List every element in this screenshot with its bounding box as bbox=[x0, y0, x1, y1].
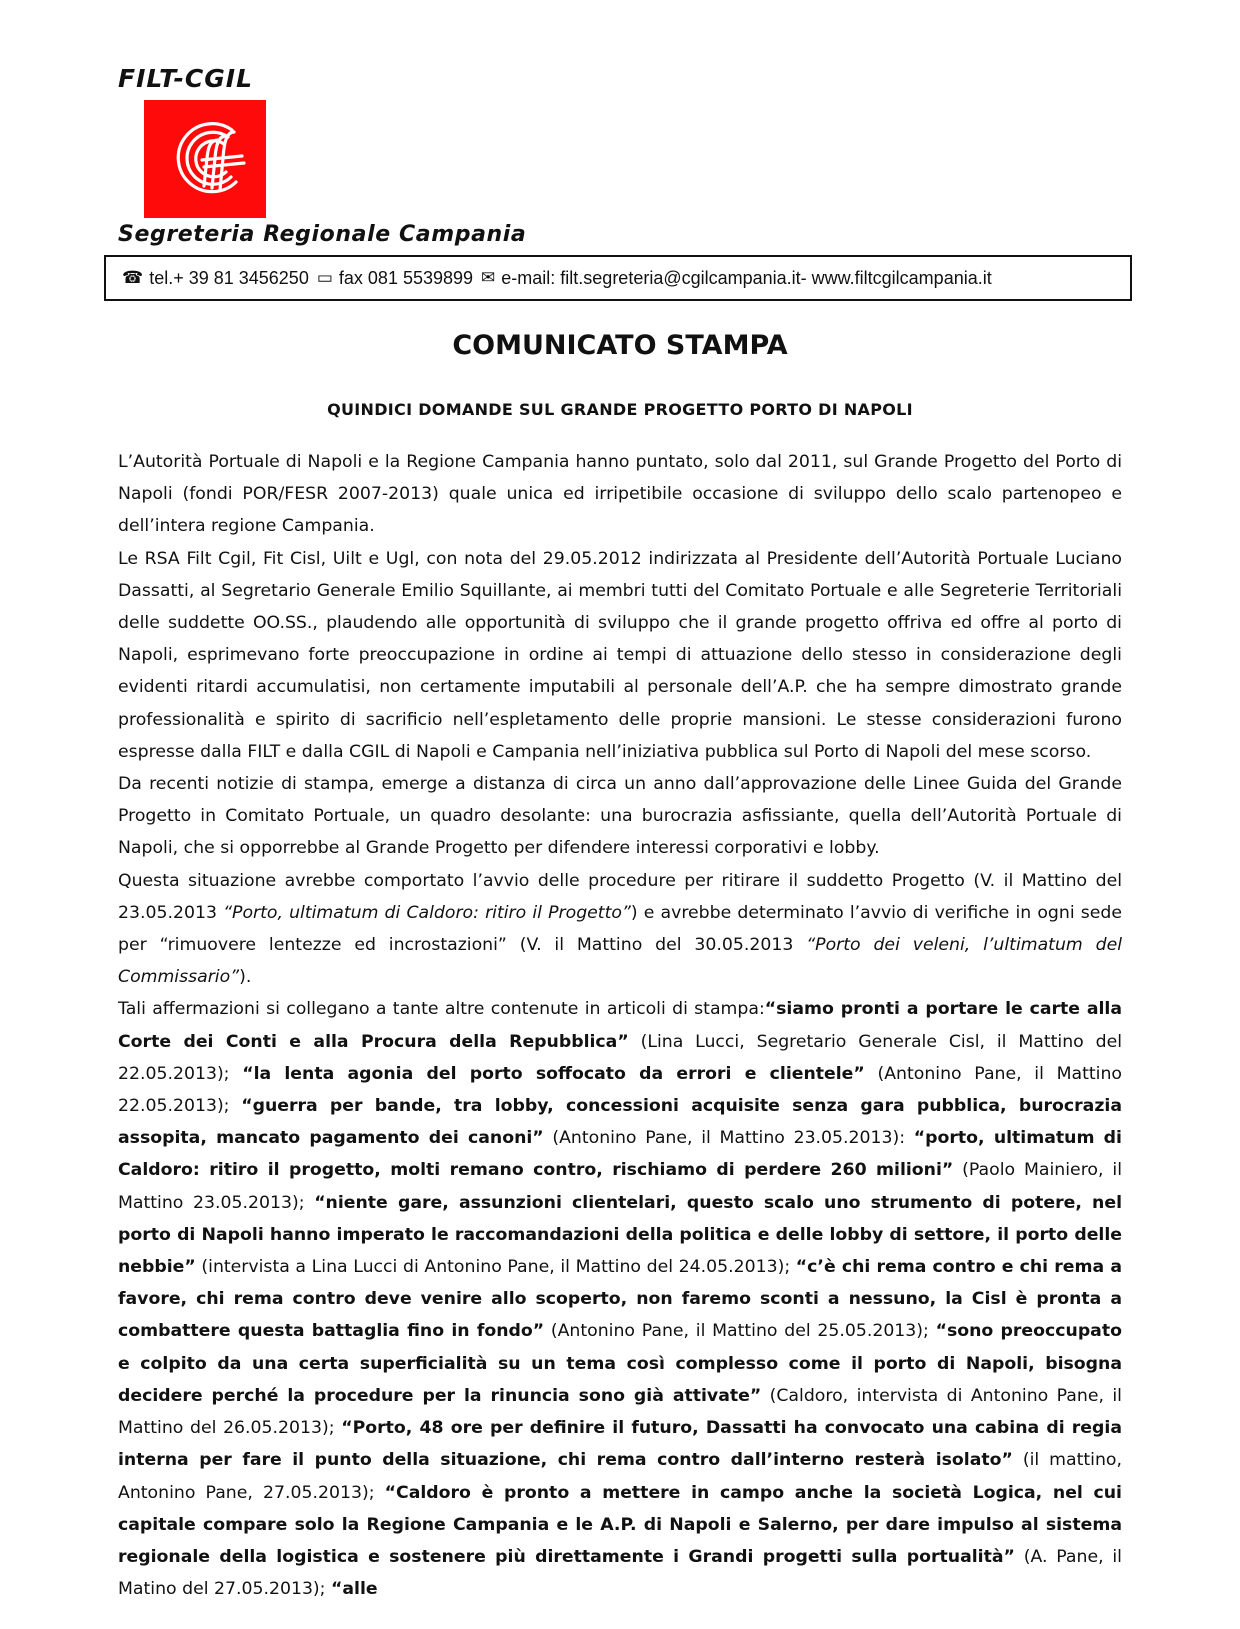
press-quote: “sono preoccupato e colpito da una certa superficialità su un tema così complesso come il porto di Napoli, bisogna decidere perché la procedure per la rinuncia sono già attivate” bbox=[118, 1321, 1122, 1406]
cgil-logo-graphic bbox=[144, 100, 266, 218]
phone-number: tel.+ 39 81 3456250 bbox=[149, 267, 309, 288]
quote-title: “Porto, ultimatum di Caldoro: ritiro il Progetto” bbox=[223, 902, 631, 923]
citation: (Antonino Pane, il Mattino 23.05.2013): bbox=[543, 1128, 914, 1149]
citation: (Lina Lucci, Segretario Generale Cisl, il Mattino del 22.05.2013); bbox=[118, 1031, 1123, 1084]
text-run: ). bbox=[239, 967, 252, 988]
org-name: FILT-CGIL bbox=[118, 64, 254, 93]
citation: (A. Pane, il Matino del 27.05.2013); bbox=[118, 1546, 1122, 1600]
text-run: Tali affermazioni si collegano a tante altre contenute in articoli di stampa: bbox=[118, 999, 765, 1020]
press-quote: “c’è chi rema contro e chi rema a favore, chi rema contro deve venire allo scoperto, non faremo sconti a nessuno, la Cisl è pronta a combattere questa battaglia fino in fondo” bbox=[118, 1257, 1122, 1342]
text-run: ) e avrebbe determinato l’avvio di verifiche in ogni sede per “rimuovere lentezze ed incrostazioni” (V. il Mattino del 30.05.2013 bbox=[118, 902, 1122, 956]
email-website: e-mail: filt.segreteria@cgilcampania.it- www.filtcgilcampania.it bbox=[501, 267, 992, 288]
citation: (il mattino, Antonino Pane, 27.05.2013); bbox=[118, 1450, 1122, 1503]
press-quote: “guerra per bande, tra lobby, concessioni acquisite senza gara pubblica, burocrazia assopita, mancato pagamento dei canoni” bbox=[118, 1096, 1122, 1149]
page-title: COMUNICATO STAMPA bbox=[452, 330, 788, 361]
citation: (Paolo Mainiero, il Mattino 23.05.2013); bbox=[118, 1160, 1122, 1213]
press-quote: “siamo pronti a portare le carte alla Corte dei Conti e alla Procura della Repubblica” bbox=[118, 999, 1122, 1052]
citation: (intervista a Lina Lucci di Antonino Pane, il Mattino del 24.05.2013); bbox=[195, 1257, 796, 1278]
press-quote: “Porto, 48 ore per definire il futuro, Dassatti ha convocato una cabina di regia interna per fare il punto della situazione, chi rema contro dall’interno resterà isolato” bbox=[118, 1418, 1122, 1471]
press-quote: “Caldoro è pronto a mettere in campo anche la società Logica, nel cui capitale compare solo la Regione Campania e le A.P. di Napoli e Salerno, per dare impulso al sistema regionale della logistica e sostenere più direttamente i Grandi progetti sulla portualità” bbox=[118, 1482, 1122, 1567]
paragraph-4 bbox=[118, 865, 1122, 994]
phone-icon: ☎ bbox=[122, 268, 144, 287]
document-body bbox=[118, 446, 1122, 1605]
paragraph-2: Le RSA Filt Cgil, Fit Cisl, Uilt e Ugl, con nota del 29.05.2012 indirizzata al Presidente dell’Autorità Portuale Luciano Dassatti, al Segretario Generale Emilio Squillante, ai membri tutti del Comitato Portuale e alle Segreterie Territoriali delle suddette OO.SS., plaudendo alle opportunità di sviluppo che il grande progetto offriva ed offre al porto di Napoli, esprimevano forte preoccupazione in ordine ai tempi di attuazione dello stesso in considerazione degli evidenti ritardi accumulatisi, non certamente imputabili al personale dell’A.P. che ha sempre dimostrato grande professionalità e spirito di sacrificio nell’espletamento delle proprie mansioni. Le stesse considerazioni furono espresse dalla FILT e dalla CGIL di Napoli e Campania nell’iniziativa pubblica sul Porto di Napoli del mese scorso. bbox=[118, 548, 1122, 762]
press-quote: “la lenta agonia del porto soffocato da errori e clientele” bbox=[242, 1063, 865, 1084]
paragraph-5 bbox=[118, 993, 1122, 1605]
press-quote: “niente gare, assunzioni clientelari, questo scalo uno strumento di potere, nel porto di Napoli hanno imperato le raccomandazioni della politica e delle lobby di settore, il porto delle nebbie” bbox=[118, 1192, 1123, 1278]
text-run: Questa situazione avrebbe comportato l’avvio delle procedure per ritirare il suddetto Progetto (V. il Mattino del 23.05.2013 bbox=[118, 870, 1122, 923]
fax-icon: ▭ bbox=[316, 268, 333, 287]
press-quote: “porto, ultimatum di Caldoro: ritiro il progetto, molti remano contro, rischiamo di perdere 260 milioni” bbox=[118, 1128, 1122, 1181]
paragraph-1: L’Autorità Portuale di Napoli e la Regione Campania hanno puntato, solo dal 2011, sul Grande Progetto del Porto di Napoli (fondi POR/FESR 2007-2013) quale unica ed irripetibile occasione di sviluppo dello scalo partenopeo e dell’intera regione Campania. bbox=[118, 452, 1122, 537]
press-quote: “alle bbox=[331, 1579, 378, 1600]
paragraph-3: Da recenti notizie di stampa, emerge a distanza di circa un anno dall’approvazione delle Linee Guida del Grande Progetto in Comitato Portuale, un quadro desolante: una burocrazia asfissiante, quella dell’Autorità Portuale di Napoli, che si opporrebbe al Grande Progetto per difendere interessi corporativi e lobby. bbox=[118, 774, 1122, 859]
citation: (Antonino Pane, il Mattino 22.05.2013); bbox=[118, 1063, 1122, 1117]
citation: (Caldoro, intervista di Antonino Pane, il Mattino del 26.05.2013); bbox=[118, 1385, 1122, 1439]
document-subtitle: QUINDICI DOMANDE SUL GRANDE PROGETTO PORTO DI NAPOLI bbox=[327, 400, 913, 419]
regional-secretariat-title: Segreteria Regionale Campania bbox=[118, 222, 527, 247]
quote-title: “Porto dei veleni, l’ultimatum del Commissario” bbox=[118, 935, 1122, 988]
contact-box bbox=[104, 255, 1132, 301]
fax-number: fax 081 5539899 bbox=[338, 267, 474, 288]
citation: (Antonino Pane, il Mattino del 25.05.2013); bbox=[544, 1321, 936, 1342]
cgil-logo-icon bbox=[144, 100, 266, 218]
envelope-icon: ✉ bbox=[481, 268, 496, 287]
